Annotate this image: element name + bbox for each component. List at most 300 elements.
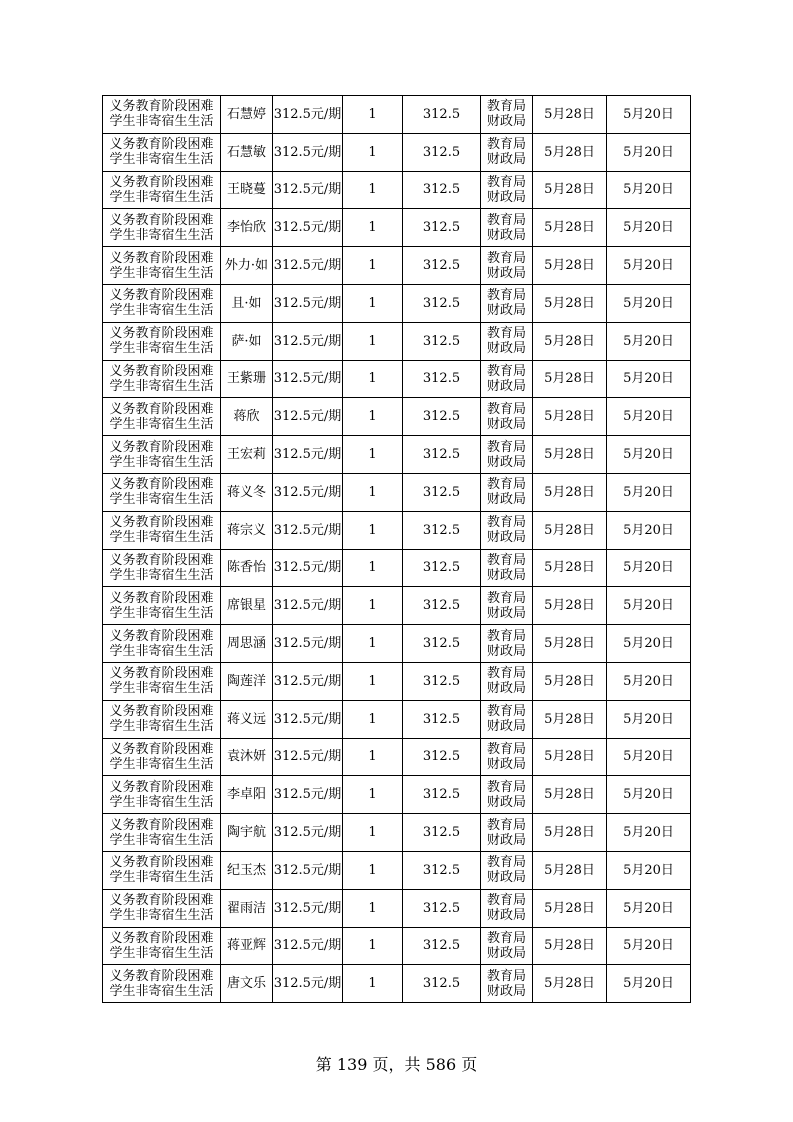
item-cell xyxy=(103,247,221,285)
date-cell-2: 5月20日 xyxy=(607,284,691,322)
student-name-cell: 翟雨洁 xyxy=(221,889,273,927)
department-line-2: 财政局 xyxy=(486,794,526,810)
department-cell xyxy=(481,398,533,436)
department-cell xyxy=(481,473,533,511)
department-line-2: 财政局 xyxy=(486,643,526,659)
item-cell xyxy=(103,814,221,852)
department-line-2: 财政局 xyxy=(486,719,526,735)
department-line-1: 教育局 xyxy=(486,477,526,493)
department-line-2: 财政局 xyxy=(486,983,526,999)
date-cell-1: 5月28日 xyxy=(533,814,607,852)
quantity-cell: 1 xyxy=(343,549,403,587)
item-line-2: 学生非寄宿生生活 xyxy=(109,681,214,697)
date-cell-1: 5月28日 xyxy=(533,511,607,549)
student-name-cell: 陶宇航 xyxy=(221,814,273,852)
item-cell xyxy=(103,662,221,700)
department-line-1: 教育局 xyxy=(486,817,526,833)
item-cell xyxy=(103,965,221,1003)
item-line-2: 学生非寄宿生生活 xyxy=(109,832,214,848)
item-cell xyxy=(103,209,221,247)
date-cell-2: 5月20日 xyxy=(607,700,691,738)
date-cell-2: 5月20日 xyxy=(607,662,691,700)
quantity-cell: 1 xyxy=(343,814,403,852)
item-cell xyxy=(103,889,221,927)
item-line-1: 义务教育阶段困难 xyxy=(109,137,214,153)
date-cell-2: 5月20日 xyxy=(607,625,691,663)
quantity-cell: 1 xyxy=(343,700,403,738)
department-cell xyxy=(481,662,533,700)
date-cell-1: 5月28日 xyxy=(533,587,607,625)
student-name-cell: 李卓阳 xyxy=(221,776,273,814)
department-line-2: 财政局 xyxy=(486,341,526,357)
department-line-1: 教育局 xyxy=(486,326,526,342)
date-cell-2: 5月20日 xyxy=(607,360,691,398)
department-line-1: 教育局 xyxy=(486,741,526,757)
department-cell xyxy=(481,171,533,209)
department-line-1: 教育局 xyxy=(486,401,526,417)
item-line-2: 学生非寄宿生生活 xyxy=(109,756,214,772)
department-line-2: 财政局 xyxy=(486,189,526,205)
department-cell xyxy=(481,927,533,965)
table-row xyxy=(103,700,691,738)
standard-cell: 312.5元/期 xyxy=(273,133,343,171)
date-cell-2: 5月20日 xyxy=(607,133,691,171)
page-footer xyxy=(0,1052,793,1075)
item-line-1: 义务教育阶段困难 xyxy=(109,174,214,190)
date-cell-1: 5月28日 xyxy=(533,436,607,474)
table-row xyxy=(103,436,691,474)
item-line-1: 义务教育阶段困难 xyxy=(109,477,214,493)
item-cell xyxy=(103,549,221,587)
department-cell xyxy=(481,133,533,171)
item-line-2: 学生非寄宿生生活 xyxy=(109,605,214,621)
date-cell-2: 5月20日 xyxy=(607,851,691,889)
item-line-2: 学生非寄宿生生活 xyxy=(109,492,214,508)
amount-cell: 312.5 xyxy=(403,662,481,700)
department-line-2: 财政局 xyxy=(486,530,526,546)
table-row xyxy=(103,322,691,360)
student-name-cell: 周思涵 xyxy=(221,625,273,663)
standard-cell: 312.5元/期 xyxy=(273,927,343,965)
date-cell-1: 5月28日 xyxy=(533,851,607,889)
item-line-2: 学生非寄宿生生活 xyxy=(109,341,214,357)
department-cell xyxy=(481,738,533,776)
quantity-cell: 1 xyxy=(343,511,403,549)
department-cell xyxy=(481,96,533,134)
item-line-2: 学生非寄宿生生活 xyxy=(109,983,214,999)
item-line-2: 学生非寄宿生生活 xyxy=(109,719,214,735)
student-name-cell: 席银星 xyxy=(221,587,273,625)
department-line-2: 财政局 xyxy=(486,681,526,697)
table-row xyxy=(103,776,691,814)
department-cell xyxy=(481,700,533,738)
department-line-1: 教育局 xyxy=(486,704,526,720)
item-cell xyxy=(103,473,221,511)
department-cell xyxy=(481,851,533,889)
department-line-2: 财政局 xyxy=(486,756,526,772)
date-cell-1: 5月28日 xyxy=(533,625,607,663)
date-cell-2: 5月20日 xyxy=(607,171,691,209)
table-row xyxy=(103,662,691,700)
date-cell-1: 5月28日 xyxy=(533,662,607,700)
date-cell-2: 5月20日 xyxy=(607,322,691,360)
student-name-cell: 外力·如 xyxy=(221,247,273,285)
date-cell-1: 5月28日 xyxy=(533,284,607,322)
standard-cell: 312.5元/期 xyxy=(273,851,343,889)
amount-cell: 312.5 xyxy=(403,700,481,738)
student-name-cell: 且·如 xyxy=(221,284,273,322)
department-line-2: 财政局 xyxy=(486,908,526,924)
department-line-1: 教育局 xyxy=(486,439,526,455)
quantity-cell: 1 xyxy=(343,587,403,625)
standard-cell: 312.5元/期 xyxy=(273,625,343,663)
amount-cell: 312.5 xyxy=(403,889,481,927)
item-cell xyxy=(103,511,221,549)
item-line-2: 学生非寄宿生生活 xyxy=(109,152,214,168)
table-body xyxy=(103,96,691,1003)
item-line-2: 学生非寄宿生生活 xyxy=(109,643,214,659)
amount-cell: 312.5 xyxy=(403,511,481,549)
department-cell xyxy=(481,965,533,1003)
quantity-cell: 1 xyxy=(343,436,403,474)
quantity-cell: 1 xyxy=(343,662,403,700)
date-cell-1: 5月28日 xyxy=(533,133,607,171)
item-line-1: 义务教育阶段困难 xyxy=(109,817,214,833)
amount-cell: 312.5 xyxy=(403,436,481,474)
item-cell xyxy=(103,360,221,398)
department-line-2: 财政局 xyxy=(486,870,526,886)
item-line-1: 义务教育阶段困难 xyxy=(109,779,214,795)
student-name-cell: 蒋义冬 xyxy=(221,473,273,511)
student-name-cell: 陈香怡 xyxy=(221,549,273,587)
item-line-2: 学生非寄宿生生活 xyxy=(109,945,214,961)
department-line-2: 财政局 xyxy=(486,832,526,848)
date-cell-1: 5月28日 xyxy=(533,927,607,965)
date-cell-2: 5月20日 xyxy=(607,587,691,625)
department-cell xyxy=(481,247,533,285)
student-name-cell: 蒋欣 xyxy=(221,398,273,436)
department-line-2: 财政局 xyxy=(486,945,526,961)
item-line-1: 义务教育阶段困难 xyxy=(109,515,214,531)
standard-cell: 312.5元/期 xyxy=(273,436,343,474)
footer-prefix: 第 xyxy=(315,1055,332,1074)
date-cell-2: 5月20日 xyxy=(607,549,691,587)
date-cell-1: 5月28日 xyxy=(533,776,607,814)
department-cell xyxy=(481,625,533,663)
item-cell xyxy=(103,322,221,360)
standard-cell: 312.5元/期 xyxy=(273,473,343,511)
item-line-1: 义务教育阶段困难 xyxy=(109,704,214,720)
date-cell-2: 5月20日 xyxy=(607,927,691,965)
standard-cell: 312.5元/期 xyxy=(273,738,343,776)
date-cell-1: 5月28日 xyxy=(533,965,607,1003)
student-name-cell: 蒋宗义 xyxy=(221,511,273,549)
student-name-cell: 石慧敏 xyxy=(221,133,273,171)
table-row xyxy=(103,398,691,436)
table-row xyxy=(103,473,691,511)
student-name-cell: 蒋亚辉 xyxy=(221,927,273,965)
date-cell-2: 5月20日 xyxy=(607,776,691,814)
footer-suffix: 页 xyxy=(461,1055,478,1074)
table-row xyxy=(103,587,691,625)
student-name-cell: 陶莲洋 xyxy=(221,662,273,700)
item-cell xyxy=(103,171,221,209)
table-row xyxy=(103,96,691,134)
standard-cell: 312.5元/期 xyxy=(273,587,343,625)
table-row xyxy=(103,851,691,889)
department-line-1: 教育局 xyxy=(486,930,526,946)
department-line-1: 教育局 xyxy=(486,515,526,531)
date-cell-1: 5月28日 xyxy=(533,738,607,776)
quantity-cell: 1 xyxy=(343,738,403,776)
standard-cell: 312.5元/期 xyxy=(273,662,343,700)
table-row xyxy=(103,889,691,927)
item-line-2: 学生非寄宿生生活 xyxy=(109,454,214,470)
amount-cell: 312.5 xyxy=(403,398,481,436)
department-line-2: 财政局 xyxy=(486,265,526,281)
department-line-1: 教育局 xyxy=(486,137,526,153)
table-row xyxy=(103,549,691,587)
standard-cell: 312.5元/期 xyxy=(273,360,343,398)
amount-cell: 312.5 xyxy=(403,738,481,776)
department-line-2: 财政局 xyxy=(486,567,526,583)
standard-cell: 312.5元/期 xyxy=(273,322,343,360)
date-cell-1: 5月28日 xyxy=(533,209,607,247)
amount-cell: 312.5 xyxy=(403,587,481,625)
department-line-1: 教育局 xyxy=(486,552,526,568)
student-name-cell: 纪玉杰 xyxy=(221,851,273,889)
department-cell xyxy=(481,511,533,549)
standard-cell: 312.5元/期 xyxy=(273,284,343,322)
amount-cell: 312.5 xyxy=(403,851,481,889)
subsidy-table xyxy=(102,95,691,1003)
quantity-cell: 1 xyxy=(343,284,403,322)
item-line-1: 义务教育阶段困难 xyxy=(109,401,214,417)
item-line-1: 义务教育阶段困难 xyxy=(109,930,214,946)
item-line-1: 义务教育阶段困难 xyxy=(109,590,214,606)
date-cell-1: 5月28日 xyxy=(533,889,607,927)
item-line-1: 义务教育阶段困难 xyxy=(109,212,214,228)
item-line-2: 学生非寄宿生生活 xyxy=(109,378,214,394)
item-line-2: 学生非寄宿生生活 xyxy=(109,416,214,432)
table-row xyxy=(103,927,691,965)
table-row xyxy=(103,360,691,398)
item-line-1: 义务教育阶段困难 xyxy=(109,893,214,909)
department-line-1: 教育局 xyxy=(486,99,526,115)
student-name-cell: 李怡欣 xyxy=(221,209,273,247)
item-line-2: 学生非寄宿生生活 xyxy=(109,114,214,130)
amount-cell: 312.5 xyxy=(403,965,481,1003)
date-cell-2: 5月20日 xyxy=(607,814,691,852)
item-cell xyxy=(103,587,221,625)
date-cell-1: 5月28日 xyxy=(533,700,607,738)
department-line-1: 教育局 xyxy=(486,628,526,644)
amount-cell: 312.5 xyxy=(403,549,481,587)
item-line-2: 学生非寄宿生生活 xyxy=(109,794,214,810)
date-cell-1: 5月28日 xyxy=(533,171,607,209)
department-cell xyxy=(481,814,533,852)
item-cell xyxy=(103,738,221,776)
date-cell-1: 5月28日 xyxy=(533,473,607,511)
standard-cell: 312.5元/期 xyxy=(273,247,343,285)
item-line-2: 学生非寄宿生生活 xyxy=(109,265,214,281)
date-cell-1: 5月28日 xyxy=(533,96,607,134)
table-row xyxy=(103,738,691,776)
quantity-cell: 1 xyxy=(343,247,403,285)
quantity-cell: 1 xyxy=(343,360,403,398)
date-cell-2: 5月20日 xyxy=(607,247,691,285)
amount-cell: 312.5 xyxy=(403,247,481,285)
standard-cell: 312.5元/期 xyxy=(273,965,343,1003)
department-line-2: 财政局 xyxy=(486,492,526,508)
quantity-cell: 1 xyxy=(343,889,403,927)
item-cell xyxy=(103,625,221,663)
standard-cell: 312.5元/期 xyxy=(273,96,343,134)
date-cell-2: 5月20日 xyxy=(607,209,691,247)
item-line-1: 义务教育阶段困难 xyxy=(109,552,214,568)
department-line-2: 财政局 xyxy=(486,454,526,470)
table-row xyxy=(103,171,691,209)
table-row xyxy=(103,965,691,1003)
department-line-1: 教育局 xyxy=(486,779,526,795)
student-name-cell: 王紫珊 xyxy=(221,360,273,398)
date-cell-2: 5月20日 xyxy=(607,436,691,474)
quantity-cell: 1 xyxy=(343,133,403,171)
item-cell xyxy=(103,96,221,134)
item-cell xyxy=(103,927,221,965)
item-line-1: 义务教育阶段困难 xyxy=(109,741,214,757)
department-line-1: 教育局 xyxy=(486,363,526,379)
student-name-cell: 袁沐妍 xyxy=(221,738,273,776)
date-cell-1: 5月28日 xyxy=(533,322,607,360)
item-line-1: 义务教育阶段困难 xyxy=(109,99,214,115)
department-line-1: 教育局 xyxy=(486,590,526,606)
amount-cell: 312.5 xyxy=(403,814,481,852)
item-line-1: 义务教育阶段困难 xyxy=(109,855,214,871)
table-row xyxy=(103,625,691,663)
department-cell xyxy=(481,284,533,322)
item-line-2: 学生非寄宿生生活 xyxy=(109,870,214,886)
department-line-2: 财政局 xyxy=(486,416,526,432)
department-cell xyxy=(481,360,533,398)
amount-cell: 312.5 xyxy=(403,171,481,209)
item-line-1: 义务教育阶段困难 xyxy=(109,288,214,304)
table-row xyxy=(103,814,691,852)
student-name-cell: 石慧婷 xyxy=(221,96,273,134)
department-line-1: 教育局 xyxy=(486,212,526,228)
table-row xyxy=(103,247,691,285)
item-line-1: 义务教育阶段困难 xyxy=(109,326,214,342)
item-cell xyxy=(103,436,221,474)
department-line-1: 教育局 xyxy=(486,968,526,984)
department-line-1: 教育局 xyxy=(486,288,526,304)
item-cell xyxy=(103,133,221,171)
amount-cell: 312.5 xyxy=(403,322,481,360)
standard-cell: 312.5元/期 xyxy=(273,814,343,852)
amount-cell: 312.5 xyxy=(403,776,481,814)
item-cell xyxy=(103,700,221,738)
quantity-cell: 1 xyxy=(343,965,403,1003)
department-cell xyxy=(481,889,533,927)
department-cell xyxy=(481,209,533,247)
date-cell-1: 5月28日 xyxy=(533,247,607,285)
student-name-cell: 唐文乐 xyxy=(221,965,273,1003)
quantity-cell: 1 xyxy=(343,171,403,209)
quantity-cell: 1 xyxy=(343,851,403,889)
department-line-2: 财政局 xyxy=(486,303,526,319)
item-line-1: 义务教育阶段困难 xyxy=(109,363,214,379)
standard-cell: 312.5元/期 xyxy=(273,700,343,738)
item-line-2: 学生非寄宿生生活 xyxy=(109,189,214,205)
quantity-cell: 1 xyxy=(343,625,403,663)
item-line-2: 学生非寄宿生生活 xyxy=(109,227,214,243)
table-row xyxy=(103,209,691,247)
amount-cell: 312.5 xyxy=(403,625,481,663)
quantity-cell: 1 xyxy=(343,209,403,247)
date-cell-2: 5月20日 xyxy=(607,398,691,436)
table-row xyxy=(103,133,691,171)
department-line-1: 教育局 xyxy=(486,893,526,909)
item-line-1: 义务教育阶段困难 xyxy=(109,628,214,644)
quantity-cell: 1 xyxy=(343,776,403,814)
amount-cell: 312.5 xyxy=(403,360,481,398)
item-line-1: 义务教育阶段困难 xyxy=(109,666,214,682)
date-cell-2: 5月20日 xyxy=(607,889,691,927)
standard-cell: 312.5元/期 xyxy=(273,398,343,436)
quantity-cell: 1 xyxy=(343,473,403,511)
item-line-1: 义务教育阶段困难 xyxy=(109,250,214,266)
amount-cell: 312.5 xyxy=(403,209,481,247)
department-line-1: 教育局 xyxy=(486,855,526,871)
item-cell xyxy=(103,284,221,322)
quantity-cell: 1 xyxy=(343,322,403,360)
footer-middle: 页，共 xyxy=(372,1055,421,1074)
footer-total-pages: 586 xyxy=(425,1055,457,1074)
department-cell xyxy=(481,322,533,360)
student-name-cell: 王晓蔓 xyxy=(221,171,273,209)
department-line-1: 教育局 xyxy=(486,250,526,266)
standard-cell: 312.5元/期 xyxy=(273,209,343,247)
amount-cell: 312.5 xyxy=(403,927,481,965)
date-cell-2: 5月20日 xyxy=(607,473,691,511)
item-line-2: 学生非寄宿生生活 xyxy=(109,908,214,924)
table-row xyxy=(103,284,691,322)
standard-cell: 312.5元/期 xyxy=(273,776,343,814)
standard-cell: 312.5元/期 xyxy=(273,511,343,549)
department-line-1: 教育局 xyxy=(486,666,526,682)
department-line-2: 财政局 xyxy=(486,152,526,168)
student-name-cell: 萨·如 xyxy=(221,322,273,360)
quantity-cell: 1 xyxy=(343,927,403,965)
department-line-2: 财政局 xyxy=(486,605,526,621)
quantity-cell: 1 xyxy=(343,398,403,436)
date-cell-2: 5月20日 xyxy=(607,738,691,776)
department-cell xyxy=(481,776,533,814)
amount-cell: 312.5 xyxy=(403,133,481,171)
department-cell xyxy=(481,436,533,474)
department-line-2: 财政局 xyxy=(486,227,526,243)
student-name-cell: 王宏莉 xyxy=(221,436,273,474)
item-line-2: 学生非寄宿生生活 xyxy=(109,530,214,546)
date-cell-2: 5月20日 xyxy=(607,965,691,1003)
item-cell xyxy=(103,398,221,436)
table-row xyxy=(103,511,691,549)
standard-cell: 312.5元/期 xyxy=(273,171,343,209)
department-line-1: 教育局 xyxy=(486,174,526,190)
date-cell-1: 5月28日 xyxy=(533,549,607,587)
item-line-1: 义务教育阶段困难 xyxy=(109,968,214,984)
department-cell xyxy=(481,549,533,587)
